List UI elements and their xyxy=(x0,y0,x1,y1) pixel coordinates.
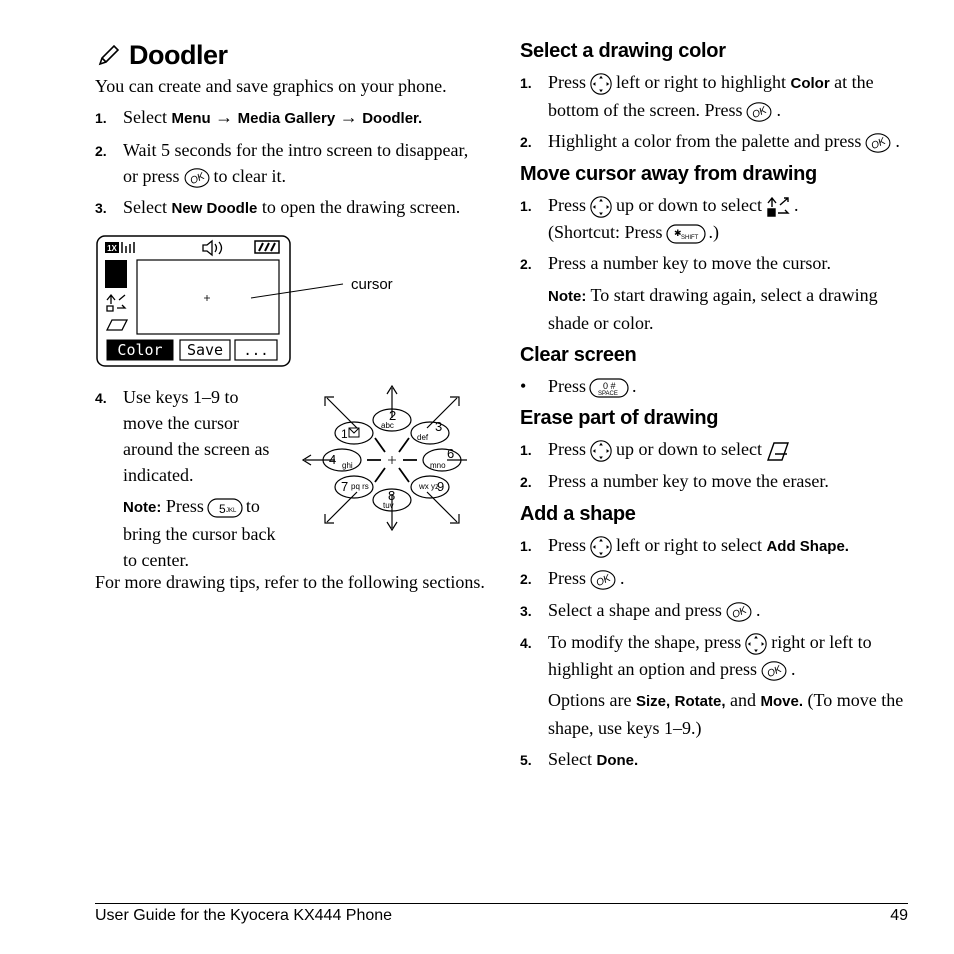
move-step-1: 1. Press up or down to select . (Shortcut: Press ✱ SHIFT .) xyxy=(520,192,910,245)
section-title xyxy=(95,40,485,71)
clear-step: • Press 0 # SPACE . xyxy=(520,375,637,397)
key-5-icon xyxy=(207,497,243,519)
move-note: Note: To start drawing again, select a drawing shade or color. xyxy=(548,284,878,333)
phone-screen-figure xyxy=(95,234,485,384)
step-2: 2. Wait 5 seconds for the intro screen to disappear, or press to clear it. xyxy=(95,137,485,189)
right-column xyxy=(520,40,910,779)
color-swatch xyxy=(105,260,127,288)
svg-text:SPACE: SPACE xyxy=(598,390,618,397)
svg-text:2: 2 xyxy=(389,408,397,423)
left-column xyxy=(95,40,485,600)
erase-step-1: 1. Press up or down to select xyxy=(520,436,910,463)
heading-clear-screen: Clear screen xyxy=(520,343,637,366)
shape-options: Options are Size, Rotate, and Move. (To move the shape, use keys 1–9.) xyxy=(548,689,904,738)
color-step-1: 1. Press left or right to highlight Color at the bottom of the screen. Press . xyxy=(520,69,910,123)
ok-key-icon xyxy=(864,132,892,154)
step-4-block xyxy=(95,384,485,569)
nav-key-icon xyxy=(744,632,768,656)
svg-text:0 #: 0 # xyxy=(603,380,616,391)
nav-key-icon xyxy=(589,535,613,559)
heading-select-color: Select a drawing color xyxy=(520,40,726,62)
tips-text: For more drawing tips, refer to the following sections. xyxy=(95,572,485,592)
heading-erase: Erase part of drawing xyxy=(520,406,719,429)
shape-step-5: 5. Select Done. xyxy=(520,748,639,769)
svg-text:✱: ✱ xyxy=(673,227,682,238)
svg-text:def: def xyxy=(417,433,429,442)
step-4: 4. Use keys 1–9 to move the cursor around the screen as indicated. xyxy=(95,387,270,485)
shape-step-1: 1. Press left or right to select Add Shape. xyxy=(520,532,910,560)
doodler-title: Doodler xyxy=(129,40,228,70)
move-step-2: 2. Press a number key to move the cursor. xyxy=(520,252,831,273)
svg-text:4: 4 xyxy=(329,452,337,467)
svg-text:3: 3 xyxy=(435,419,443,434)
eraser-icon xyxy=(765,440,791,462)
svg-text:JKL: JKL xyxy=(225,507,237,514)
ok-key-icon xyxy=(745,101,773,123)
footer-title: User Guide for the Kyocera KX444 Phone xyxy=(95,907,393,924)
heading-move-cursor: Move cursor away from drawing xyxy=(520,163,817,185)
svg-text:7: 7 xyxy=(341,479,349,494)
ok-key-icon xyxy=(589,569,617,591)
svg-text:5: 5 xyxy=(218,501,226,516)
softkey-color: Color xyxy=(117,341,163,359)
svg-text:abc: abc xyxy=(381,421,394,430)
nav-key-icon xyxy=(589,72,613,96)
network-label: 1X xyxy=(107,244,117,253)
softkey-save: Save xyxy=(186,341,224,359)
svg-text:ghi: ghi xyxy=(342,461,353,470)
ok-key-icon xyxy=(725,601,753,623)
nav-key-icon xyxy=(589,439,613,463)
space-key-icon xyxy=(589,377,629,399)
keypad-diagram xyxy=(297,376,467,546)
shape-step-3: 3. Select a shape and press . xyxy=(520,597,910,624)
svg-text:pq rs: pq rs xyxy=(351,482,369,491)
svg-text:6: 6 xyxy=(447,446,455,461)
shift-key-icon xyxy=(666,223,706,245)
softkey-more: ... xyxy=(243,343,269,359)
erase-step-2: 2. Press a number key to move the eraser. xyxy=(520,470,829,491)
shape-step-4: 4. To modify the shape, press right or left to highlight an option and press . xyxy=(520,629,910,682)
svg-text:wx yz: wx yz xyxy=(419,482,439,491)
page-number: 49 xyxy=(890,907,908,924)
svg-text:tuv: tuv xyxy=(383,501,394,510)
svg-text:mno: mno xyxy=(430,461,446,470)
heading-add-shape: Add a shape xyxy=(520,502,636,525)
step-3: 3. Select New Doodle to open the drawing screen. xyxy=(95,197,461,217)
step-1: 1. Select Menu → Media Gallery → Doodler. xyxy=(95,107,423,127)
shape-step-2: 2. Press . xyxy=(520,565,910,592)
ok-key-icon xyxy=(183,167,211,189)
note-center: Note: Press 5 JKL to bring the cursor back to center. xyxy=(123,496,276,570)
intro-text: You can create and save graphics on your phone. xyxy=(95,76,447,96)
page-footer xyxy=(95,903,908,925)
svg-text:1: 1 xyxy=(341,427,348,441)
svg-text:SHIFT: SHIFT xyxy=(680,234,698,241)
svg-text:8: 8 xyxy=(388,488,396,503)
ok-key-icon xyxy=(760,660,788,682)
nav-key-icon xyxy=(589,195,613,219)
move-cursor-icon xyxy=(765,195,791,219)
color-step-2: 2. Highlight a color from the palette and press . xyxy=(520,128,910,155)
cursor-label: cursor xyxy=(351,276,393,293)
svg-text:9: 9 xyxy=(437,479,445,494)
pencil-icon xyxy=(95,43,121,69)
